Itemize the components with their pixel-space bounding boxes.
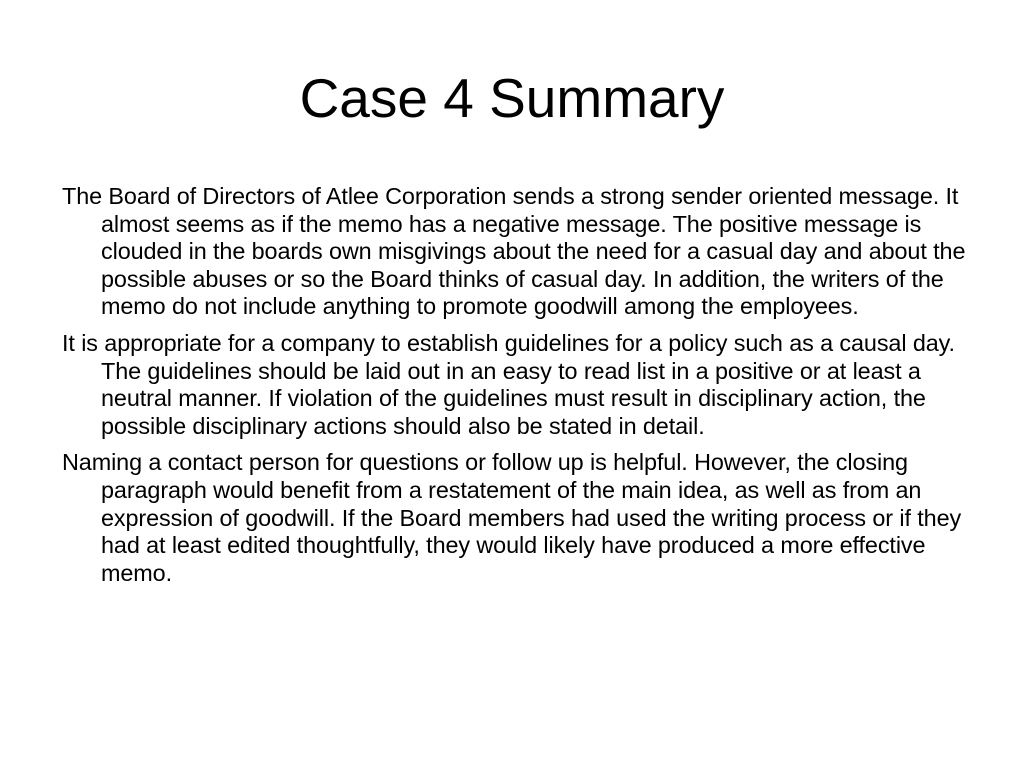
summary-paragraph-1: The Board of Directors of Atlee Corporation sends a strong sender oriented message. It almost seems as if the memo has a negative message. The positive message is clouded in the boards own misgivings about the need for a casual day and about the possible abuses or so the Board thinks of casual day. In addition, the writers of the memo do not include anything to promote goodwill among the employees. bbox=[62, 183, 966, 320]
slide-title: Case 4 Summary bbox=[299, 67, 725, 129]
slide-body bbox=[62, 183, 967, 596]
summary-paragraph-3: Naming a contact person for questions or follow up is helpful. However, the closing paragraph would benefit from a restatement of the main idea, as well as from an expression of goodwill. If the Board members had used the writing process or if they had at least edited thoughtfully, they would likely have produced a more effective memo. bbox=[62, 449, 962, 586]
summary-paragraph-2: It is appropriate for a company to establish guidelines for a policy such as a causal day. The guidelines should be laid out in an easy to read list in a positive or at least a neutral manner. If violation of the guidelines must result in disciplinary action, the possible disciplinary actions should also be stated in detail. bbox=[62, 329, 955, 439]
